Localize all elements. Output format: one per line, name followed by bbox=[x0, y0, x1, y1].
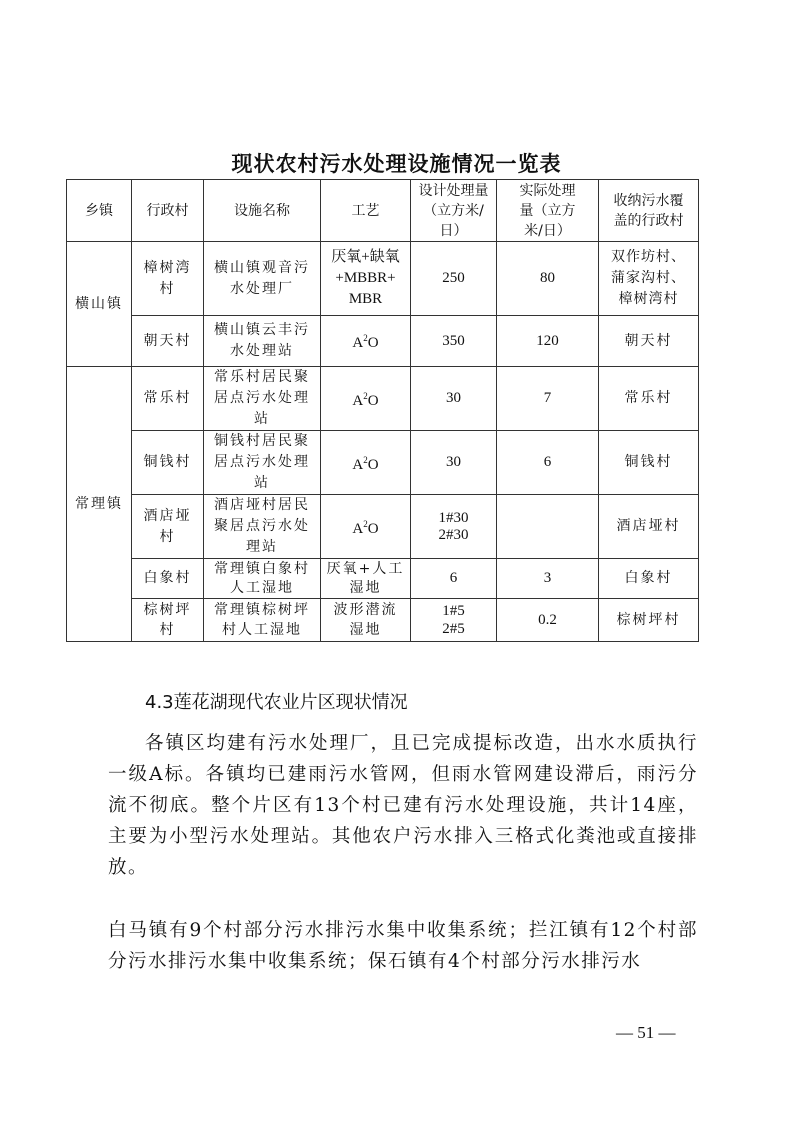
design-cell: 30 bbox=[411, 431, 497, 495]
actual-cell: 6 bbox=[497, 431, 599, 495]
covered-cell: 常乐村 bbox=[599, 367, 699, 431]
process-cell: $A^2O$ bbox=[321, 316, 411, 367]
table-row bbox=[67, 367, 699, 431]
body-paragraph: 白马镇有9个村部分污水排污水集中收集系统；拦江镇有12个村部分污水排污水集中收集系统；保石镇有4个村部分污水排污水 bbox=[108, 920, 698, 972]
actual-cell: 0.2 bbox=[497, 599, 599, 642]
page-number: — 51 — bbox=[616, 1023, 676, 1042]
design-cell: 250 bbox=[411, 242, 497, 316]
process-cell: 波形潜流 湿地 bbox=[321, 599, 411, 642]
village-cell: 常乐村 bbox=[132, 367, 204, 431]
process-cell: $A^2O$ bbox=[321, 367, 411, 431]
table-row bbox=[67, 242, 699, 316]
table-row bbox=[67, 599, 699, 642]
covered-cell: 朝天村 bbox=[599, 316, 699, 367]
village-cell: 棕树坪 村 bbox=[132, 599, 204, 642]
table-header-row bbox=[67, 180, 699, 242]
facility-cell: 常乐村居民聚 居点污水处理 站 bbox=[204, 367, 321, 431]
actual-cell: 3 bbox=[497, 559, 599, 599]
process-cell: 厌氧+缺氧 +MBBR+ MBR bbox=[321, 242, 411, 316]
table-row bbox=[67, 316, 699, 367]
header-covered-villages: 收纳污水覆 盖的行政村 bbox=[599, 180, 699, 242]
design-cell: 6 bbox=[411, 559, 497, 599]
village-cell: 樟树湾 村 bbox=[132, 242, 204, 316]
covered-cell: 棕树坪村 bbox=[599, 599, 699, 642]
covered-cell: 白象村 bbox=[599, 559, 699, 599]
facility-cell: 横山镇观音污 水处理厂 bbox=[204, 242, 321, 316]
facility-cell: 铜钱村居民聚 居点污水处理 站 bbox=[204, 431, 321, 495]
actual-cell: 80 bbox=[497, 242, 599, 316]
process-cell: $A^2O$ bbox=[321, 495, 411, 559]
header-design-capacity: 设计处理量 （立方米/ 日） bbox=[411, 180, 497, 242]
village-cell: 白象村 bbox=[132, 559, 204, 599]
village-cell: 朝天村 bbox=[132, 316, 204, 367]
section-heading: 4.3莲花湖现代农业片区现状情况 bbox=[145, 692, 408, 713]
facility-cell: 酒店垭村居民 聚居点污水处 理站 bbox=[204, 495, 321, 559]
header-village: 行政村 bbox=[132, 180, 204, 242]
design-cell: 350 bbox=[411, 316, 497, 367]
body-paragraph: 各镇区均建有污水处理厂，且已完成提标改造，出水水质执行一级A标。各镇均已建雨污水管网，但雨水管网建设滞后，雨污分流不彻底。整个片区有13个村已建有污水处理设施，共计14座，主要为小型污水处理站。其他农户污水排入三格式化粪池或直接排放。 bbox=[108, 733, 698, 878]
table-row bbox=[67, 559, 699, 599]
design-cell: 30 bbox=[411, 367, 497, 431]
covered-cell: 酒店垭村 bbox=[599, 495, 699, 559]
village-cell: 酒店垭 村 bbox=[132, 495, 204, 559]
actual-cell: 7 bbox=[497, 367, 599, 431]
actual-cell: 120 bbox=[497, 316, 599, 367]
design-cell: 1#5 2#5 bbox=[411, 599, 497, 642]
table-row bbox=[67, 495, 699, 559]
table-title: 现状农村污水处理设施情况一览表 bbox=[231, 152, 562, 176]
sewage-facilities-table bbox=[66, 179, 699, 642]
table-row bbox=[67, 431, 699, 495]
town-cell: 横山镇 bbox=[67, 242, 132, 367]
covered-cell: 铜钱村 bbox=[599, 431, 699, 495]
header-town: 乡镇 bbox=[67, 180, 132, 242]
design-cell: 1#30 2#30 bbox=[411, 495, 497, 559]
process-cell: $A^2O$ bbox=[321, 431, 411, 495]
facility-cell: 常理镇棕树坪 村人工湿地 bbox=[204, 599, 321, 642]
header-process: 工艺 bbox=[321, 180, 411, 242]
facility-cell: 常理镇白象村 人工湿地 bbox=[204, 559, 321, 599]
header-facility: 设施名称 bbox=[204, 180, 321, 242]
process-cell: 厌氧+人工 湿地 bbox=[321, 559, 411, 599]
header-actual-capacity: 实际处理 量（立方 米/日） bbox=[497, 180, 599, 242]
actual-cell bbox=[497, 495, 599, 559]
town-cell: 常理镇 bbox=[67, 367, 132, 642]
facility-cell: 横山镇云丰污 水处理站 bbox=[204, 316, 321, 367]
village-cell: 铜钱村 bbox=[132, 431, 204, 495]
covered-cell: 双作坊村、 蒲家沟村、 樟树湾村 bbox=[599, 242, 699, 316]
